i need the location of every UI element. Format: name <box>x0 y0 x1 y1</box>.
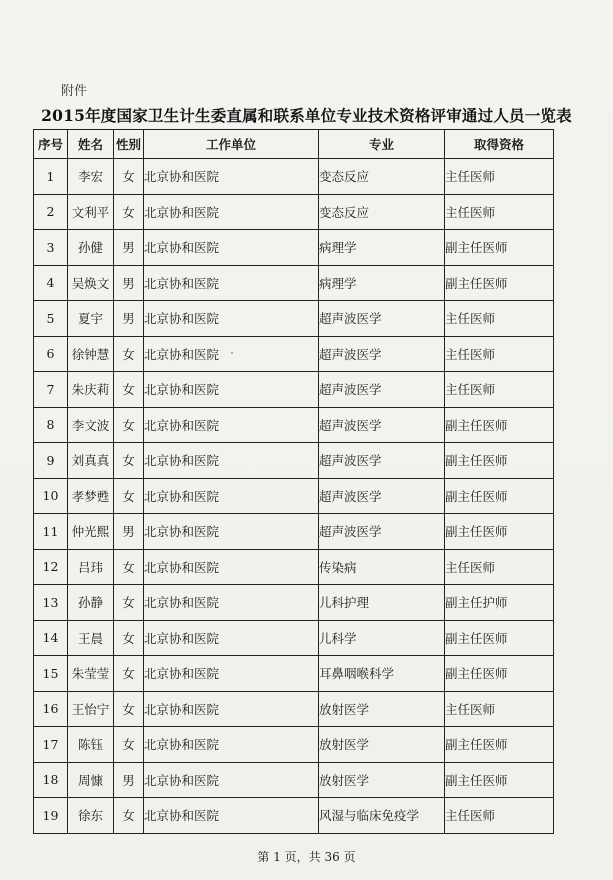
cell-no: 3 <box>34 230 68 266</box>
cell-major: 变态反应 <box>319 159 445 195</box>
cell-unit: 北京协和医院 <box>144 727 319 763</box>
cell-qualification: 副主任护师 <box>445 585 554 621</box>
cell-qualification: 主任医师 <box>445 336 554 372</box>
cell-unit: 北京协和医院 <box>144 478 319 514</box>
cell-qualification: 副主任医师 <box>445 478 554 514</box>
cell-major: 超声波医学 <box>319 407 445 443</box>
cell-name: 王晨 <box>68 620 114 656</box>
cell-major: 风湿与临床免疫学 <box>319 798 445 834</box>
table-row <box>34 230 554 266</box>
cell-major: 传染病 <box>319 549 445 585</box>
cell-no: 16 <box>34 691 68 727</box>
page-footer: 第 1 页，共 36 页 <box>257 850 356 864</box>
cell-name: 徐钟慧 <box>68 336 114 372</box>
table-row <box>34 478 554 514</box>
cell-unit: 北京协和医院 <box>144 336 319 372</box>
cell-sex: 女 <box>114 727 144 763</box>
cell-unit: 北京协和医院 <box>144 691 319 727</box>
cell-name: 刘真真 <box>68 443 114 479</box>
cell-no: 18 <box>34 762 68 798</box>
cell-name: 陈钰 <box>68 727 114 763</box>
cell-no: 19 <box>34 798 68 834</box>
table-body <box>34 159 554 834</box>
cell-no: 5 <box>34 301 68 337</box>
cell-sex: 男 <box>114 762 144 798</box>
cell-major: 放射医学 <box>319 727 445 763</box>
cell-name: 吕玮 <box>68 549 114 585</box>
cell-qualification: 副主任医师 <box>445 443 554 479</box>
cell-unit: 北京协和医院 <box>144 514 319 550</box>
table-row <box>34 762 554 798</box>
cell-qualification: 副主任医师 <box>445 514 554 550</box>
cell-unit: 北京协和医院 <box>144 762 319 798</box>
cell-sex: 女 <box>114 336 144 372</box>
table-row <box>34 159 554 195</box>
cell-name: 吴焕文 <box>68 265 114 301</box>
cell-no: 11 <box>34 514 68 550</box>
cell-major: 超声波医学 <box>319 372 445 408</box>
cell-no: 14 <box>34 620 68 656</box>
cell-sex: 女 <box>114 407 144 443</box>
table-row <box>34 514 554 550</box>
cell-major: 儿科护理 <box>319 585 445 621</box>
cell-qualification: 副主任医师 <box>445 265 554 301</box>
table-row <box>34 549 554 585</box>
cell-major: 耳鼻咽喉科学 <box>319 656 445 692</box>
table-row <box>34 620 554 656</box>
table-row <box>34 727 554 763</box>
cell-qualification: 副主任医师 <box>445 230 554 266</box>
cell-name: 孙健 <box>68 230 114 266</box>
cell-name: 夏宇 <box>68 301 114 337</box>
cell-sex: 女 <box>114 372 144 408</box>
cell-unit: 北京协和医院 <box>144 372 319 408</box>
personnel-table <box>33 129 554 834</box>
cell-sex: 男 <box>114 514 144 550</box>
cell-qualification: 主任医师 <box>445 301 554 337</box>
cell-no: 4 <box>34 265 68 301</box>
cell-qualification: 副主任医师 <box>445 407 554 443</box>
cell-qualification: 主任医师 <box>445 159 554 195</box>
attachment-label: 附件 <box>61 84 88 99</box>
cell-major: 超声波医学 <box>319 514 445 550</box>
cell-major: 放射医学 <box>319 762 445 798</box>
scan-speck <box>231 352 233 354</box>
table-row <box>34 301 554 337</box>
cell-no: 1 <box>34 159 68 195</box>
cell-qualification: 副主任医师 <box>445 762 554 798</box>
cell-no: 13 <box>34 585 68 621</box>
cell-major: 病理学 <box>319 265 445 301</box>
cell-sex: 女 <box>114 585 144 621</box>
cell-major: 变态反应 <box>319 194 445 230</box>
column-header-sex: 性别 <box>114 130 144 159</box>
cell-unit: 北京协和医院 <box>144 656 319 692</box>
cell-unit: 北京协和医院 <box>144 407 319 443</box>
cell-no: 7 <box>34 372 68 408</box>
column-header-qualification: 取得资格 <box>445 130 554 159</box>
cell-sex: 女 <box>114 478 144 514</box>
column-header-unit: 工作单位 <box>144 130 319 159</box>
cell-name: 朱莹莹 <box>68 656 114 692</box>
cell-qualification: 主任医师 <box>445 549 554 585</box>
cell-sex: 女 <box>114 656 144 692</box>
cell-name: 王怡宁 <box>68 691 114 727</box>
cell-no: 17 <box>34 727 68 763</box>
cell-qualification: 主任医师 <box>445 194 554 230</box>
cell-sex: 女 <box>114 549 144 585</box>
cell-unit: 北京协和医院 <box>144 194 319 230</box>
cell-no: 9 <box>34 443 68 479</box>
table-header-row <box>34 130 554 159</box>
cell-unit: 北京协和医院 <box>144 585 319 621</box>
cell-major: 超声波医学 <box>319 478 445 514</box>
page-title: 2015年度国家卫生计生委直属和联系单位专业技术资格评审通过人员一览表 <box>41 106 572 125</box>
cell-name: 仲光熙 <box>68 514 114 550</box>
cell-sex: 男 <box>114 301 144 337</box>
cell-no: 10 <box>34 478 68 514</box>
cell-sex: 男 <box>114 230 144 266</box>
table-row <box>34 372 554 408</box>
cell-qualification: 主任医师 <box>445 691 554 727</box>
cell-no: 6 <box>34 336 68 372</box>
cell-major: 儿科学 <box>319 620 445 656</box>
table-row <box>34 194 554 230</box>
cell-major: 放射医学 <box>319 691 445 727</box>
cell-unit: 北京协和医院 <box>144 549 319 585</box>
cell-major: 超声波医学 <box>319 336 445 372</box>
cell-qualification: 副主任医师 <box>445 656 554 692</box>
cell-name: 文利平 <box>68 194 114 230</box>
cell-major: 超声波医学 <box>319 443 445 479</box>
cell-sex: 女 <box>114 159 144 195</box>
cell-no: 15 <box>34 656 68 692</box>
cell-unit: 北京协和医院 <box>144 159 319 195</box>
cell-unit: 北京协和医院 <box>144 230 319 266</box>
cell-unit: 北京协和医院 <box>144 443 319 479</box>
cell-major: 超声波医学 <box>319 301 445 337</box>
cell-no: 2 <box>34 194 68 230</box>
table-row <box>34 656 554 692</box>
table-row <box>34 585 554 621</box>
table-row <box>34 798 554 834</box>
cell-qualification: 副主任医师 <box>445 620 554 656</box>
cell-unit: 北京协和医院 <box>144 620 319 656</box>
cell-name: 孙静 <box>68 585 114 621</box>
cell-qualification: 主任医师 <box>445 372 554 408</box>
cell-major: 病理学 <box>319 230 445 266</box>
cell-name: 李文波 <box>68 407 114 443</box>
cell-sex: 女 <box>114 443 144 479</box>
cell-sex: 女 <box>114 620 144 656</box>
column-header-major: 专业 <box>319 130 445 159</box>
table-row <box>34 407 554 443</box>
cell-unit: 北京协和医院 <box>144 798 319 834</box>
cell-name: 朱庆莉 <box>68 372 114 408</box>
cell-unit: 北京协和医院 <box>144 265 319 301</box>
cell-name: 周慷 <box>68 762 114 798</box>
table-row <box>34 336 554 372</box>
table-row <box>34 265 554 301</box>
column-header-name: 姓名 <box>68 130 114 159</box>
cell-sex: 女 <box>114 691 144 727</box>
table-row <box>34 443 554 479</box>
cell-name: 李宏 <box>68 159 114 195</box>
cell-sex: 女 <box>114 194 144 230</box>
cell-name: 孝梦甦 <box>68 478 114 514</box>
cell-qualification: 副主任医师 <box>445 727 554 763</box>
cell-unit: 北京协和医院 <box>144 301 319 337</box>
cell-name: 徐东 <box>68 798 114 834</box>
column-header-no: 序号 <box>34 130 68 159</box>
table-row <box>34 691 554 727</box>
cell-no: 12 <box>34 549 68 585</box>
cell-sex: 男 <box>114 265 144 301</box>
cell-qualification: 主任医师 <box>445 798 554 834</box>
cell-sex: 女 <box>114 798 144 834</box>
cell-no: 8 <box>34 407 68 443</box>
